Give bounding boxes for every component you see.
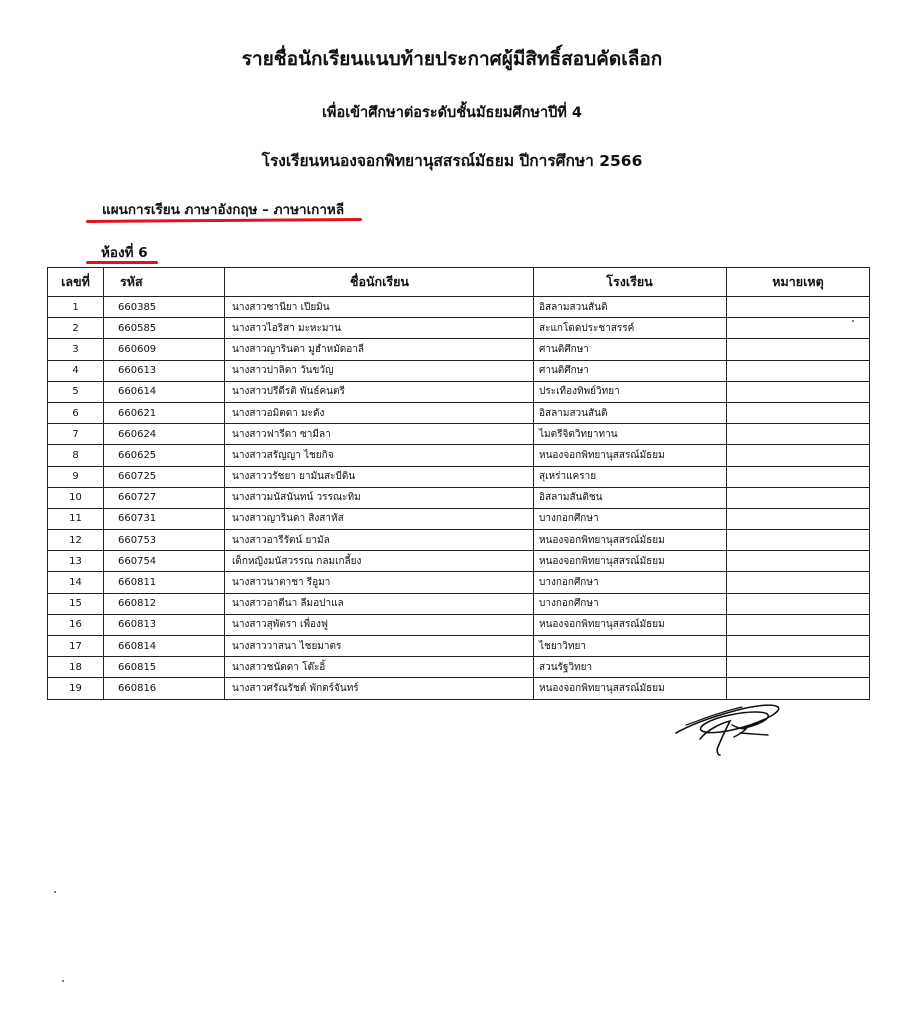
cell-number: 9 [48,466,104,487]
cell-student-id: 660813 [104,614,225,635]
cell-number: 6 [48,402,104,423]
cell-remarks [727,551,870,572]
cell-student-name: นางสาวสรัญญา ไชยกิจ [225,445,534,466]
cell-school: อิสลามสวนสันติ [534,402,727,423]
cell-remarks [727,466,870,487]
table-row [48,614,870,635]
cell-student-id: 660812 [104,593,225,614]
cell-school: สุเหร่าแคราย [534,466,727,487]
cell-student-name: นางสาวญารินดา สิงสาหัส [225,508,534,529]
cell-school: หนองจอกพิทยานุสสรณ์มัธยม [534,678,727,699]
column-header-number: เลขที่ [48,268,104,297]
cell-student-id: 660585 [104,318,225,339]
signature-mark [672,695,784,757]
cell-school: สวนรัฐวิทยา [534,657,727,678]
table-body [48,297,870,700]
cell-student-id: 660624 [104,424,225,445]
table-row [48,530,870,551]
cell-student-id: 660613 [104,360,225,381]
cell-student-id: 660816 [104,678,225,699]
cell-remarks [727,593,870,614]
cell-student-id: 660731 [104,508,225,529]
table-row [48,636,870,657]
table-row [48,297,870,318]
cell-student-id: 660609 [104,339,225,360]
cell-remarks [727,487,870,508]
cell-student-name: นางสาวปาลิตา วันขวัญ [225,360,534,381]
cell-school: หนองจอกพิทยานุสสรณ์มัธยม [534,445,727,466]
cell-student-id: 660754 [104,551,225,572]
table-row [48,657,870,678]
cell-school: สะแกโดดประชาสรรค์ [534,318,727,339]
cell-remarks [727,381,870,402]
cell-number: 5 [48,381,104,402]
cell-number: 2 [48,318,104,339]
cell-number: 16 [48,614,104,635]
table-row [48,572,870,593]
cell-student-name: นางสาวซานียา เปียมิน [225,297,534,318]
cell-school: อิสลามสวนสันติ [534,297,727,318]
cell-remarks [727,424,870,445]
cell-school: บางกอกศึกษา [534,508,727,529]
column-header-remarks: หมายเหตุ [727,268,870,297]
cell-number: 18 [48,657,104,678]
document-title: รายชื่อนักเรียนแนบท้ายประกาศผู้มีสิทธิ์สอบคัดเลือก [241,48,663,70]
cell-school: อิสลามสันติชน [534,487,727,508]
table-row [48,339,870,360]
scan-speck [62,980,64,982]
cell-student-name: นางสาวญารินดา มูฮำหมัดอาลี [225,339,534,360]
cell-student-id: 660814 [104,636,225,657]
school-year-line: โรงเรียนหนองจอกพิทยานุสสรณ์มัธยม ปีการศึกษา 2566 [261,152,643,170]
cell-number: 12 [48,530,104,551]
cell-number: 15 [48,593,104,614]
cell-student-name: นางสาววรัชยา ยามันสะบีดิน [225,466,534,487]
cell-remarks [727,402,870,423]
cell-number: 1 [48,297,104,318]
column-header-name: ชื่อนักเรียน [225,268,534,297]
table-row [48,466,870,487]
cell-student-name: นางสาวอารีรัตน์ ยามัล [225,530,534,551]
cell-school: ศานติศึกษา [534,339,727,360]
cell-student-name: นางสาววาสนา ไชยมาตร [225,636,534,657]
cell-school: หนองจอกพิทยานุสสรณ์มัธยม [534,530,727,551]
document-subtitle: เพื่อเข้าศึกษาต่อระดับชั้นมัธยมศึกษาปีที่ 4 [321,105,583,121]
cell-student-name: นางสาวอมิตดา มะดัง [225,402,534,423]
cell-remarks [727,297,870,318]
table-header-row [48,268,870,297]
cell-number: 8 [48,445,104,466]
cell-number: 10 [48,487,104,508]
cell-remarks [727,572,870,593]
cell-school: ไมตรีจิตวิทยาทาน [534,424,727,445]
plan-underline-mark [86,218,362,223]
table-row [48,593,870,614]
cell-number: 3 [48,339,104,360]
cell-student-name: นางสาวอาตีนา ลีมอปาแล [225,593,534,614]
cell-student-name: นางสาวนาตาชา รีอูมา [225,572,534,593]
cell-school: ไชยาวิทยา [534,636,727,657]
table-row [48,381,870,402]
cell-school: บางกอกศึกษา [534,593,727,614]
cell-student-id: 660753 [104,530,225,551]
table-row [48,508,870,529]
cell-number: 19 [48,678,104,699]
cell-number: 13 [48,551,104,572]
cell-student-name: นางสาวชนัดดา โต๊ะอิ้ [225,657,534,678]
table-row [48,487,870,508]
cell-student-name: นางสาวศรัณรัชต์ พักตร์จันทร์ [225,678,534,699]
cell-school: ศานติศึกษา [534,360,727,381]
cell-student-id: 660385 [104,297,225,318]
cell-student-name: นางสาวไอริสา มะหะมาน [225,318,534,339]
cell-number: 14 [48,572,104,593]
cell-remarks [727,445,870,466]
cell-student-name: นางสาวมนัสนันทน์ วรรณะทิม [225,487,534,508]
cell-student-name: นางสาวสุพัตรา เพื่องฟู [225,614,534,635]
table-row [48,360,870,381]
cell-student-name: นางสาวปรีดีรติ พันธ์คนตรี [225,381,534,402]
cell-school: ประเทืองทิพย์วิทยา [534,381,727,402]
cell-student-id: 660614 [104,381,225,402]
scan-speck [54,891,56,893]
cell-remarks [727,657,870,678]
table-row [48,318,870,339]
table-row [48,424,870,445]
cell-student-id: 660621 [104,402,225,423]
cell-student-name: เด็กหญิงมนัสวรรณ กลมเกลี้ยง [225,551,534,572]
cell-remarks [727,339,870,360]
cell-school: หนองจอกพิทยานุสสรณ์มัธยม [534,551,727,572]
cell-remarks [727,318,870,339]
cell-number: 7 [48,424,104,445]
study-plan-label: แผนการเรียน ภาษาอังกฤษ – ภาษาเกาหลี [102,202,345,218]
room-label: ห้องที่ 6 [101,245,148,261]
room-underline-mark [86,261,158,264]
cell-remarks [727,360,870,381]
cell-remarks [727,614,870,635]
scan-speck [852,320,854,322]
table-row [48,402,870,423]
column-header-school: โรงเรียน [534,268,727,297]
table-row [48,445,870,466]
cell-student-name: นางสาวฟารีดา ซามีลา [225,424,534,445]
cell-number: 11 [48,508,104,529]
cell-remarks [727,530,870,551]
cell-student-id: 660727 [104,487,225,508]
student-roster-table [47,267,870,700]
cell-student-id: 660625 [104,445,225,466]
cell-remarks [727,508,870,529]
column-header-id: รหัส [104,268,225,297]
cell-number: 17 [48,636,104,657]
cell-remarks [727,636,870,657]
cell-student-id: 660725 [104,466,225,487]
cell-student-id: 660815 [104,657,225,678]
cell-school: หนองจอกพิทยานุสสรณ์มัธยม [534,614,727,635]
cell-number: 4 [48,360,104,381]
cell-school: บางกอกศึกษา [534,572,727,593]
cell-student-id: 660811 [104,572,225,593]
table-row [48,551,870,572]
